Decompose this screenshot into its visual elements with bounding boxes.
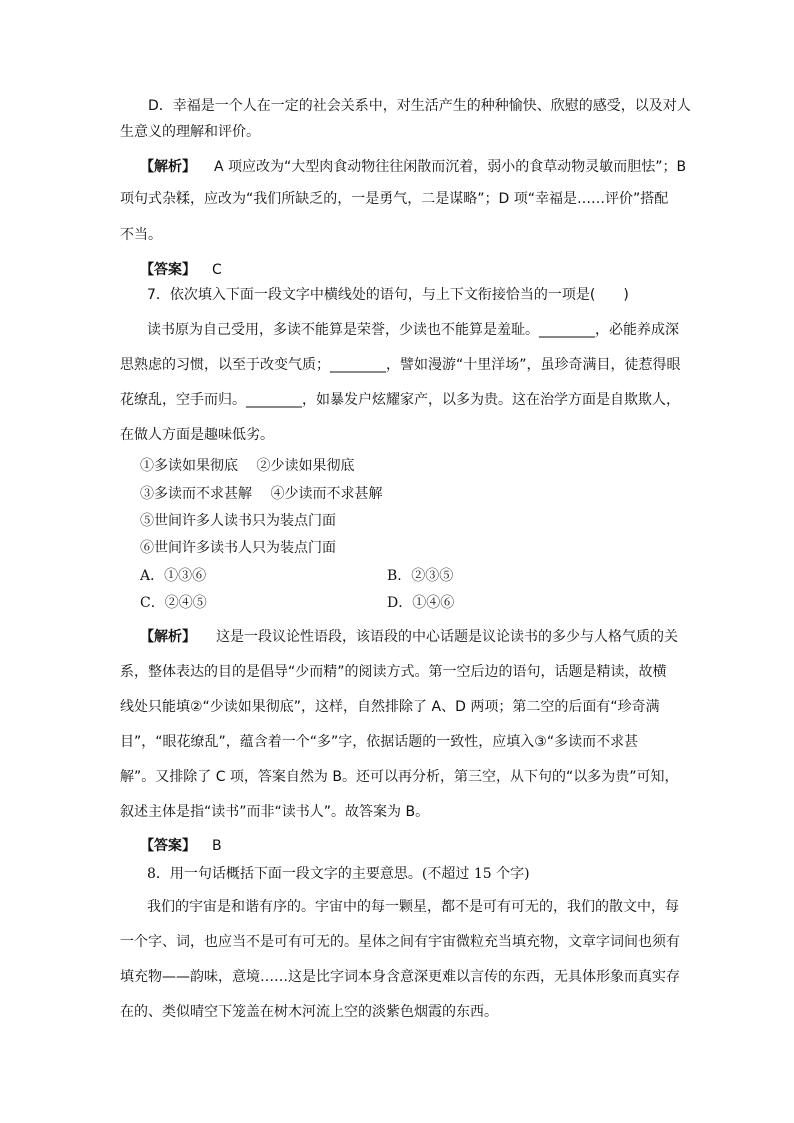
choice-item: ⑤世间许多人读书只为装点门面 <box>140 513 336 529</box>
answer-value: B <box>212 838 222 854</box>
option-d-line2: 生意义的理解和评价。 <box>120 124 260 140</box>
analysis-7-line2: 系，整体表达的目的是倡导“少而精”的阅读方式。第一空后边的语句，话题是精读，故横 <box>120 664 667 680</box>
question-8-passage-line2: 一个字、词，也应当不是可有可无的。星体之间有宇宙微粒充当填充物，文章字词间也须有 <box>120 934 680 950</box>
choice-item: ①多读如果彻底 ②少读如果彻底 <box>140 458 355 474</box>
question-7-passage-line1: 读书原为自己受用，多读不能算是荣誉，少读也不能算是羞耻。________，必能养成深 <box>147 322 679 338</box>
question-8-passage-line1: 我们的宇宙是和谐有序的。宇宙中的每一颗星，都不是可有可无的，我们的散文中，每 <box>147 899 679 915</box>
option-a: A．①③⑥ <box>140 568 207 584</box>
question-7-title: 7．依次填入下面一段文字中横线处的语句，与上下文衔接恰当的一项是( ) <box>147 287 629 303</box>
analysis-7-line5: 解”。又排除了 C 项，答案自然为 B。还可以再分析，第三空，从下句的“以多为贵”可知， <box>120 769 679 785</box>
choice-item: ⑥世间许多读书人只为装点门面 <box>140 540 336 556</box>
option-b: B．②③⑤ <box>387 568 454 584</box>
option-d: D．①④⑥ <box>387 595 455 611</box>
analysis-6-line2: 项句式杂糅，应改为“我们所缺乏的，一是勇气，二是谋略”；D 项“幸福是……评价”搭配 <box>120 191 669 207</box>
option-c: C．②④⑤ <box>140 595 207 611</box>
option-d-line1: D．幸福是一个人在一定的社会关系中，对生活产生的种种愉快、欣慰的感受，以及对人 <box>148 98 691 114</box>
choice-item: ③多读而不求甚解 ④少读而不求甚解 <box>140 486 383 502</box>
answer-7 <box>140 836 222 856</box>
analysis-text: 这是一段议论性语段，该语段的中心话题是议论读书的多少与人格气质的关 <box>216 629 678 645</box>
answer-label: 【答案】 <box>140 838 196 854</box>
answer-value: C <box>212 262 222 278</box>
analysis-7-line4: 目”，“眼花缭乱”，蕴含着一个“多”字，依据话题的一致性，应填入③“多读而不求甚 <box>120 734 639 750</box>
analysis-6-line3: 不当。 <box>120 227 162 243</box>
question-8-title: 8．用一句话概括下面一段文字的主要意思。(不超过 15 个字) <box>147 866 530 882</box>
answer-label: 【答案】 <box>140 262 196 278</box>
answer-6 <box>140 260 222 280</box>
question-8-passage-line3: 填充物——韵味，意境……这是比字词本身含意深更难以言传的东西，无具体形象而真实存 <box>120 969 680 985</box>
analysis-text: A 项应改为“大型肉食动物往往闲散而沉着，弱小的食草动物灵敏而胆怯”；B <box>214 159 687 175</box>
question-7-passage-line2: 思熟虑的习惯，以至于改变气质；________，譬如漫游“十里洋场”，虽珍奇满目，徒惹得眼 <box>120 357 681 373</box>
question-8-passage-line4: 在的、类似晴空下笼盖在树木河流上空的淡紫色烟霞的东西。 <box>120 1004 498 1020</box>
analysis-label: 【解析】 <box>140 159 196 175</box>
analysis-7-line1 <box>140 627 678 647</box>
analysis-label: 【解析】 <box>140 629 196 645</box>
analysis-6-line1 <box>140 157 686 177</box>
question-7-passage-line3: 花缭乱，空手而归。________，如暴发户炫耀家产，以多为贵。这在治学方面是自欺欺人， <box>120 392 680 408</box>
question-7-passage-line4: 在做人方面是趣味低劣。 <box>120 427 274 443</box>
analysis-7-line6: 叙述主体是指“读书”而非“读书人”。故答案为 B。 <box>120 804 430 820</box>
analysis-7-line3: 线处只能填②“少读如果彻底”，这样，自然排除了 A、D 两项；第二空的后面有“珍奇满 <box>120 699 660 715</box>
